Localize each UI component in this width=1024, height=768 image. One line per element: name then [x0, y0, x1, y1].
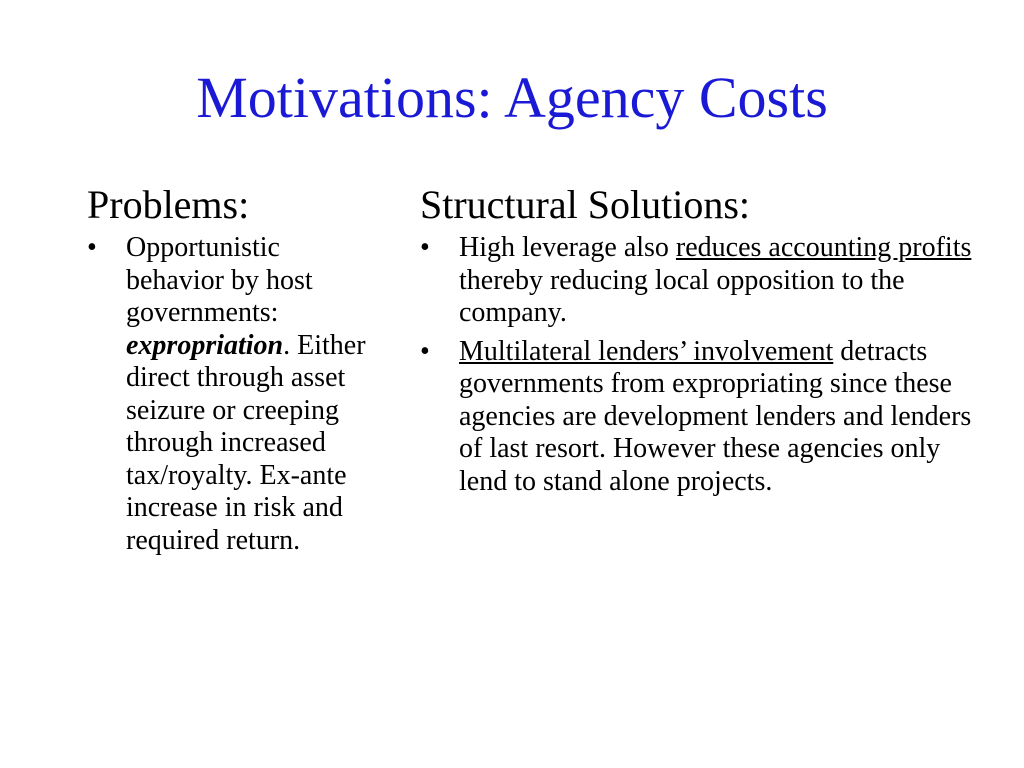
solution2-text-end: detracts governments from expropriating since these agencies are development lenders and lenders of last resort. However these agencies only lend to stand alone projects. — [459, 335, 972, 497]
list-item — [420, 336, 980, 499]
slide-title: Motivations: Agency Costs — [196, 65, 828, 130]
solutions-list — [420, 232, 980, 498]
list-item — [420, 232, 980, 330]
solutions-column — [420, 180, 980, 504]
list-item — [87, 232, 377, 557]
problems-heading: Problems: — [87, 182, 250, 227]
solution1-text-end: thereby reducing local opposition to the company. — [459, 264, 905, 328]
bullet-icon: • — [420, 335, 430, 367]
solution2-underlined: Multilateral lenders’ involvement — [459, 335, 834, 367]
bullet-icon: • — [420, 232, 430, 263]
problems-list — [87, 232, 377, 557]
bullet-icon: • — [87, 232, 97, 263]
problem-text-end: . Either direct through asset seizure or creeping through increased tax/royalty. Ex-ante increase in risk and required return. — [126, 329, 366, 556]
problems-column — [87, 180, 377, 563]
solution1-underlined: reduces accounting profits — [675, 232, 972, 263]
solution1-text-start: High leverage also — [459, 232, 676, 263]
problem-text-start: Opportunistic behavior by host governments: — [126, 232, 313, 328]
solutions-heading: Structural Solutions: — [420, 182, 750, 227]
problem-emphasis: expropriation — [126, 329, 284, 361]
